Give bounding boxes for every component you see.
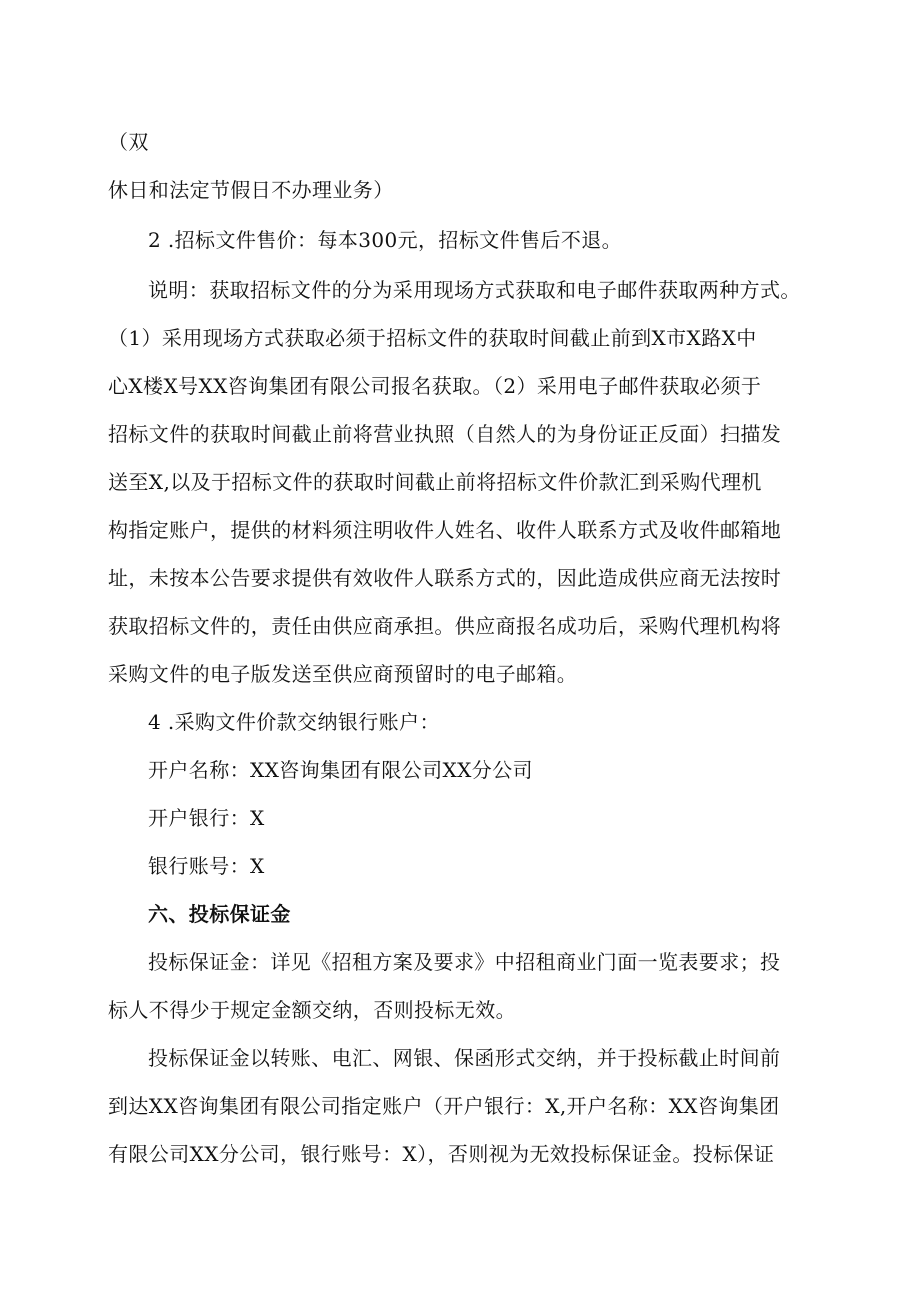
text-line: 说明：获取招标文件的分为采用现场方式获取和电子邮件获取两种方式。 <box>148 278 801 302</box>
text-line: （1）采用现场方式获取必须于招标文件的获取时间截止前到X市X路X中 <box>108 326 757 350</box>
text-line: 招标文件的获取时间截止前将营业执照（自然人的为身份证正反面）扫描发 <box>108 422 782 446</box>
text-line: 投标保证金：详见《招租方案及要求》中招租商业门面一览表要求；投 <box>148 950 781 974</box>
text-line: 址，未按本公告要求提供有效收件人联系方式的，因此造成供应商无法按时 <box>108 566 782 590</box>
text-line: 采购文件的电子版发送至供应商预留时的电子邮箱。 <box>108 662 578 686</box>
text-line: 心X楼X号XX咨询集团有限公司报名获取。（2）采用电子邮件获取必须于 <box>108 374 762 398</box>
text-line: 4 .采购文件价款交纳银行账户： <box>148 710 440 734</box>
text-line: 送至X,以及于招标文件的获取时间截止前将招标文件价款汇到采购代理机 <box>108 470 762 494</box>
text-line: （双 <box>108 130 149 154</box>
text-line: 2 .招标文件售价：每本300元，招标文件售后不退。 <box>148 228 623 252</box>
text-line: 开户银行：X <box>148 806 265 830</box>
text-line: 投标保证金以转账、电汇、网银、保函形式交纳，并于投标截止时间前 <box>148 1046 781 1070</box>
text-line: 有限公司XX分公司，银行账号：X），否则视为无效投标保证金。投标保证 <box>108 1142 775 1166</box>
text-line: 到达XX咨询集团有限公司指定账户（开户银行：X,开户名称：XX咨询集团 <box>108 1094 780 1118</box>
text-line: 获取招标文件的，责任由供应商承担。供应商报名成功后，采购代理机构将 <box>108 614 782 638</box>
text-line: 银行账号：X <box>148 854 265 878</box>
text-line: 休日和法定节假日不办理业务） <box>108 178 394 202</box>
text-line: 构指定账户，提供的材料须注明收件人姓名、收件人联系方式及收件邮箱地 <box>108 518 782 542</box>
text-line: 开户名称：XX咨询集团有限公司XX分公司 <box>148 758 533 782</box>
section-heading: 六、投标保证金 <box>148 902 291 926</box>
text-line: 标人不得少于规定金额交纳，否则投标无效。 <box>108 998 516 1022</box>
